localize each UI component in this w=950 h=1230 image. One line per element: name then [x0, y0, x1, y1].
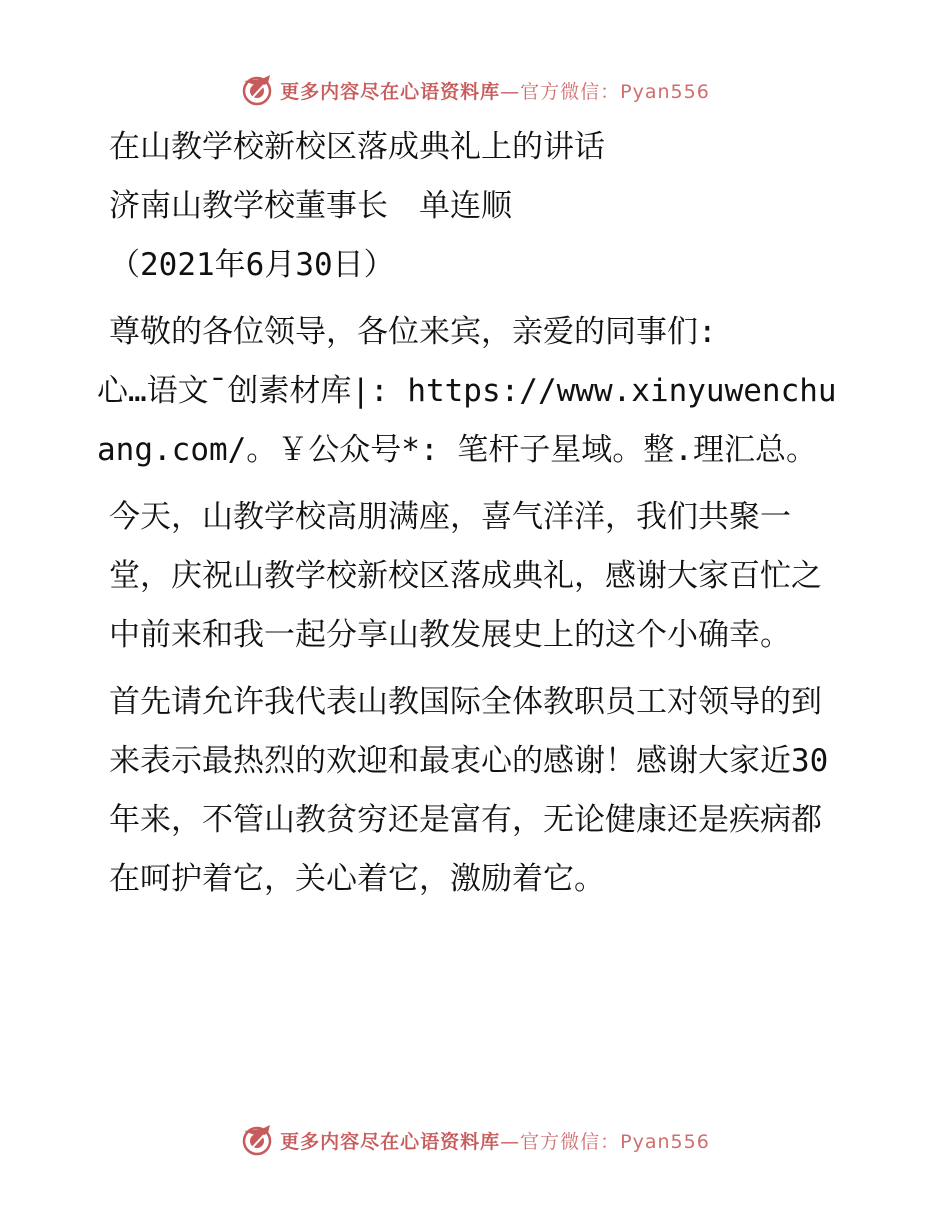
document-greeting: 尊敬的各位领导，各位来宾，亲爱的同事们: — [109, 314, 717, 350]
document-speaker: 济南山教学校董事长 单连顺 — [109, 188, 512, 224]
banner-main-text: 更多内容尽在心语资料库 — [280, 80, 501, 103]
pen-logo-icon — [240, 1123, 274, 1157]
banner-separator: — — [500, 1130, 521, 1153]
header-watermark-banner — [0, 70, 950, 110]
paragraph-2: 首先请允许我代表山教国际全体教职员工对领导的到来表示最热烈的欢迎和最衷心的感谢！感谢大家近30年来，不管山教贫穷还是富有，无论健康还是疾病都在呵护着它，关心着它，激励着它。 — [109, 684, 829, 897]
document-date: （2021年6月30日） — [109, 247, 395, 283]
document-body — [97, 118, 849, 909]
banner-wechat-text: 官方微信：Pyan556 — [520, 1130, 710, 1153]
banner-separator: — — [500, 80, 521, 103]
paragraph-1: 今天，山教学校高朋满座，喜气洋洋，我们共聚一堂，庆祝山教学校新校区落成典礼，感谢大家百忙之中前来和我一起分享山教发展史上的这个小确幸。 — [109, 499, 822, 653]
pen-logo-icon — [240, 73, 274, 107]
banner-text — [280, 1127, 710, 1154]
document-title: 在山教学校新校区落成典礼上的讲话 — [109, 129, 605, 165]
source-note: 心…语文¯创素材库|: https://www.xinyuwenchuang.com/。￥公众号*: 笔杆子星域。整.理汇总。 — [97, 373, 837, 468]
footer-watermark-banner — [0, 1120, 950, 1160]
banner-main-text: 更多内容尽在心语资料库 — [280, 1130, 501, 1153]
banner-wechat-text: 官方微信：Pyan556 — [520, 80, 710, 103]
banner-text — [280, 77, 710, 104]
